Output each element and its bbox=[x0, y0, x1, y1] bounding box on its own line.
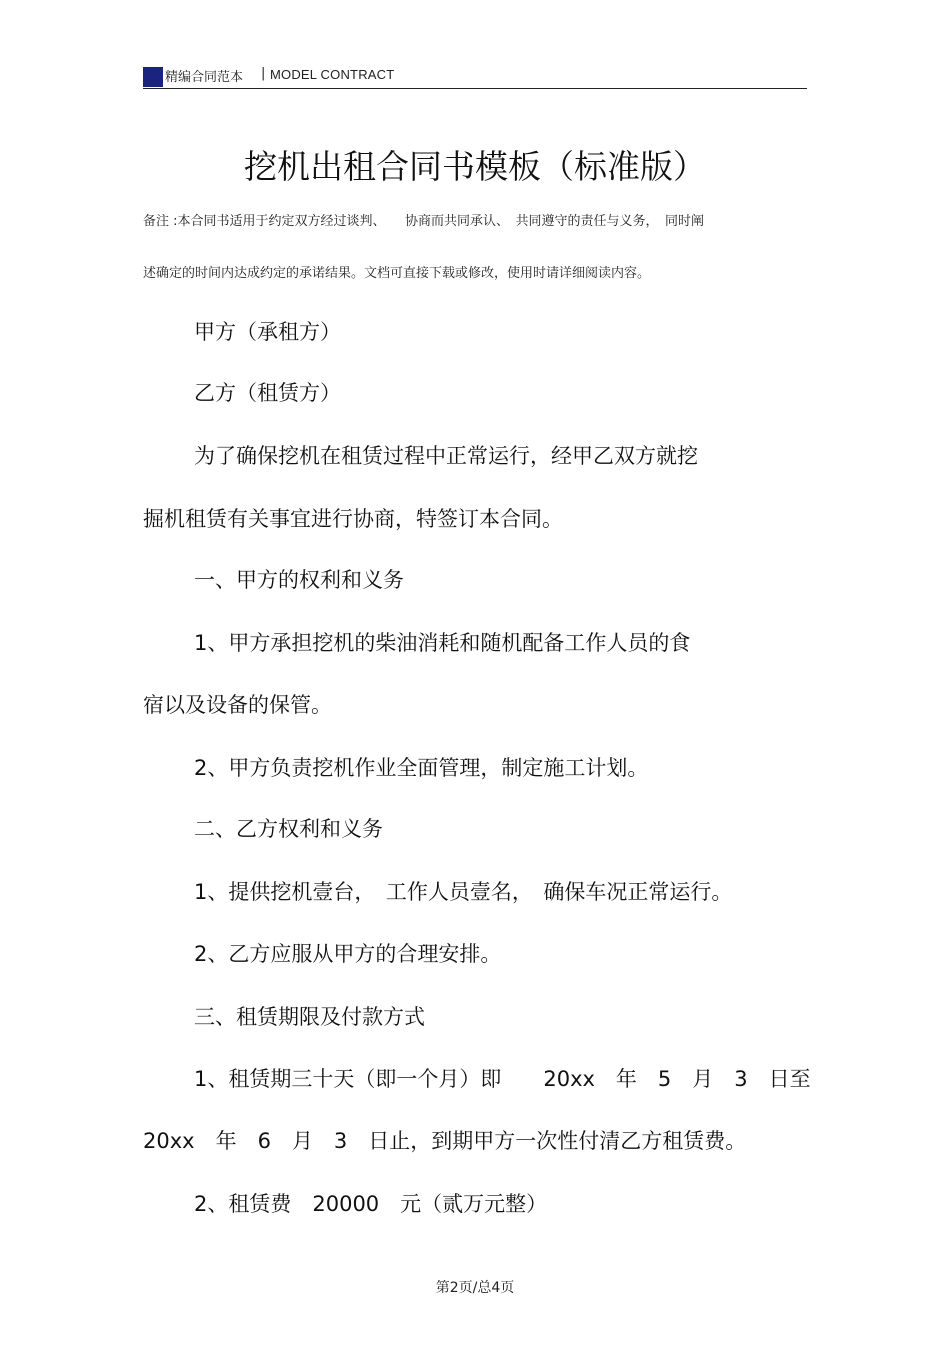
clause-line: 1、租赁期三十天（即一个月）即 20xx 年 5 月 3 日至 bbox=[194, 1067, 811, 1091]
clause-line: 1、提供挖机壹台， 工作人员壹名， 确保车况正常运行。 bbox=[194, 880, 733, 904]
clause-line: 20xx 年 6 月 3 日止，到期甲方一次性付清乙方租赁费。 bbox=[143, 1129, 747, 1153]
clause-line: 2、租赁费 20000 元（贰万元整） bbox=[194, 1192, 548, 1216]
page-header bbox=[143, 64, 807, 89]
section-heading: 二、乙方权利和义务 bbox=[194, 817, 383, 841]
clause-line: 2、乙方应服从甲方的合理安排。 bbox=[194, 942, 502, 966]
clause-line: 宿以及设备的保管。 bbox=[143, 693, 332, 717]
note-line-1: 备注 :本合同书适用于约定双方经过谈判、 协商而共同承认、 共同遵守的责任与义务， 同时阐 bbox=[143, 214, 705, 229]
model-contract-label: MODEL CONTRACT bbox=[270, 67, 395, 82]
clause-line: 1、甲方承担挖机的柴油消耗和随机配备工作人员的食 bbox=[194, 631, 691, 655]
note-line-2: 述确定的时间内达成约定的承诺结果。文档可直接下载或修改，使用时请详细阅读内容。 bbox=[143, 266, 651, 281]
document-title: 挖机出租合同书模板（标准版） bbox=[244, 147, 706, 186]
paragraph-line: 为了确保挖机在租赁过程中正常运行，经甲乙双方就挖 bbox=[194, 444, 698, 468]
section-heading: 三、租赁期限及付款方式 bbox=[194, 1005, 425, 1029]
page-number: 第2页/总4页 bbox=[435, 1280, 515, 1296]
brand-label: 精编合同范本 bbox=[165, 70, 244, 85]
section-heading: 一、甲方的权利和义务 bbox=[194, 568, 404, 592]
clause-line: 2、甲方负责挖机作业全面管理，制定施工计划。 bbox=[194, 756, 649, 780]
paragraph-line: 掘机租赁有关事宜进行协商，特签订本合同。 bbox=[143, 507, 563, 531]
party-a: 甲方（承租方） bbox=[194, 320, 341, 344]
logo-mark bbox=[143, 67, 163, 87]
party-b: 乙方（租赁方） bbox=[194, 381, 341, 405]
header-divider: | bbox=[261, 66, 266, 81]
